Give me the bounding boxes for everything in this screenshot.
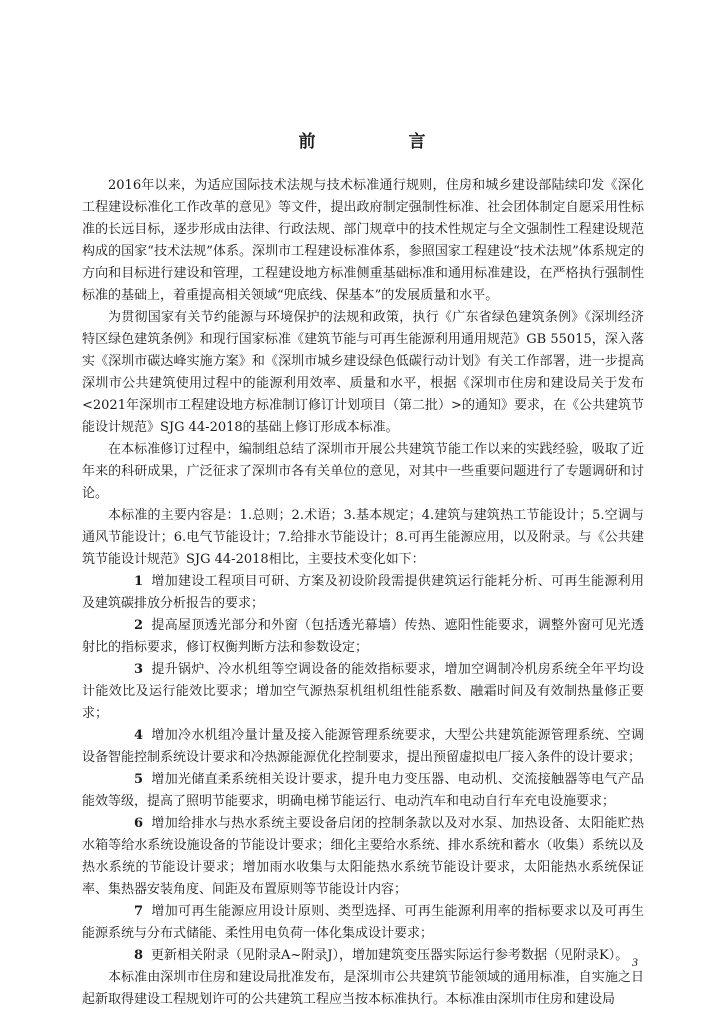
list-item [82,725,644,769]
item-number: 7 [134,904,144,919]
item-number: 5 [134,772,144,787]
paragraph-background: 2016年以来，为适应国际技术法规与技术标准通行规则，住房和城乡建设部陆续印发《深化工程建设标准化工作改革的意见》等文件，提出政府制定强制性标准、社会团体制定自愿采用性标准的长远目标，逐步形成由法律、行政法规、部门规章中的技术性规定与全文强制性工程建设规范构成的国家“技术法规”体系。深圳市工程建设标准体系，参照国家工程建设“技术法规”体系规定的方向和目标进行建设和管理，工程建设地方标准侧重基础标准和通用标准建设，在严格执行强制性标准的基础上，着重提高相关领域“兜底线、保基本”的发展质量和水平。 [82,178,644,303]
paragraph-closing: 本标准由深圳市住房和建设局批准发布，是深圳市公共建筑节能领域的通用标准，自实施之日起新取得建设工程规划许可的公共建筑工程应当按本标准执行。本标准由深圳市住房和建设局 [82,970,644,1007]
item-text: 提高屋顶透光部分和外窗（包括透光幕墙）传热、遮阳性能要求，调整外窗可见光透射比的指标要求，修订权衡判断方法和参数设定； [82,618,644,655]
item-text: 增加给排水与热水系统主要设备启闭的控制条款以及对水泵、加热设备、太阳能贮热水箱等给水系统设施设备的节能设计要求；细化主要给水系统、排水系统和蓄水（收集）系统以及热水系统的节能设计要求；增加雨水收集与太阳能热水系统节能设计要求，太阳能热水系统保证率、集热器安装角度、间距及布置原则等节能设计内容； [82,816,644,897]
list-item [82,945,644,967]
item-text: 增加建设工程项目可研、方案及初设阶段需提供建筑运行能耗分析、可再生能源利用及建筑碳排放分析报告的要求； [82,574,644,611]
item-text: 提升锅炉、冷水机组等空调设备的能效指标要求，增加空调制冷机房系统全年平均设计能效比及运行能效比要求；增加空气源热泵机组机组性能系数、融霜时间及有效制热量修正要求； [82,662,644,721]
item-number: 8 [134,948,144,963]
item-number: 2 [134,618,144,633]
item-text: 更新相关附录（见附录A~附录J），增加建筑变压器实际运行参考数据（见附录K）。 [151,948,629,963]
list-item [82,571,644,615]
page-title: 前 言 [298,132,464,152]
item-number: 3 [134,662,144,677]
list-item [82,769,644,813]
paragraph-purpose: 为贯彻国家有关节约能源与环境保护的法规和政策，执行《广东省绿色建筑条例》《深圳经济特区绿色建筑条例》和现行国家标准《建筑节能与可再生能源利用通用规范》GB 55015，深入落实《深圳市碳达峰实施方案》和《深圳市城乡建设绿色低碳行动计划》有关工作部署，进一步提高深圳市公共建筑使用过程中的能源利用效率、质量和水平，根据《深圳市住房和建设局关于发布<2021年深圳市工程建设地方标准制订修订计划项目（第二批）>的通知》要求，在《公共建筑节能设计规范》SJG 44-2018的基础上修订形成本标准。 [82,310,644,435]
list-item [82,615,644,659]
list-item [82,901,644,945]
item-number: 4 [134,728,144,743]
list-item [82,659,644,725]
page-number: 3 [632,955,638,969]
paragraph-process: 在本标准修订过程中，编制组总结了深圳市开展公共建筑节能工作以来的实践经验，吸取了近年来的科研成果，广泛征求了深圳市各有关单位的意见，对其中一些重要问题进行了专题调研和讨论。 [82,442,644,501]
item-number: 1 [134,574,144,589]
item-text: 增加光储直柔系统相关设计要求，提升电力变压器、电动机、交流接触器等电气产品能效等级，提高了照明节能要求，明确电梯节能运行、电动汽车和电动自行车充电设施要求； [82,772,644,809]
preface-body [82,175,644,1011]
item-number: 6 [134,816,144,831]
item-text: 增加可再生能源应用设计原则、类型选择、可再生能源利用率的指标要求以及可再生能源系统与分布式储能、柔性用电负荷一体化集成设计要求； [82,904,644,941]
list-item [82,813,644,901]
paragraph-contents: 本标准的主要内容是：1.总则；2.术语；3.基本规定；4.建筑与建筑热工节能设计；5.空调与通风节能设计；6.电气节能设计；7.给排水节能设计；8.可再生能源应用，以及附录。与《公共建筑节能设计规范》SJG 44-2018相比，主要技术变化如下： [82,508,644,567]
item-text: 增加冷水机组冷量计量及接入能源管理系统要求，大型公共建筑能源管理系统、空调设备智能控制系统设计要求和冷热源能源优化控制要求，提出预留虚拟电厂接入条件的设计要求； [82,728,644,765]
